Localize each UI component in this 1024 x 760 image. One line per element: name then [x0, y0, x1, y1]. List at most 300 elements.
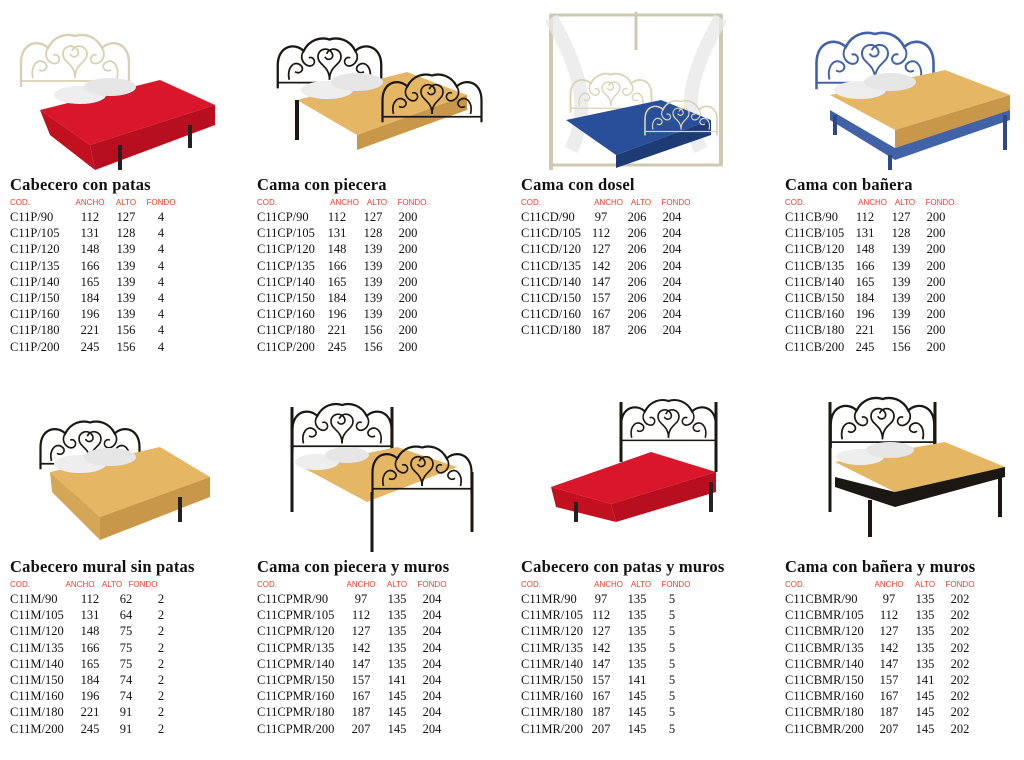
spec-row: [257, 721, 507, 737]
product-cama-con-piecera: [257, 10, 507, 355]
depth-value: 5: [668, 721, 676, 736]
spec-row: [10, 290, 260, 306]
model-code: C11CBMR/200: [785, 721, 864, 736]
model-code: C11CB/140: [785, 274, 845, 289]
width-value: 167: [591, 307, 611, 322]
model-code: C11CP/180: [257, 323, 315, 338]
height-value: 145: [915, 721, 935, 736]
model-code: C11CBMR/150: [785, 673, 864, 688]
spec-row: [10, 225, 260, 241]
depth-value: 2: [157, 656, 165, 671]
depth-value: 200: [398, 323, 418, 338]
spec-row: [10, 258, 260, 274]
depth-value: 204: [422, 656, 442, 671]
spec-row: [257, 306, 507, 322]
model-code: C11CD/160: [521, 307, 581, 322]
spec-row: [521, 721, 771, 737]
depth-value: 200: [398, 339, 418, 354]
model-code: C11M/90: [10, 592, 58, 606]
model-code: C11CBMR/140: [785, 656, 864, 671]
spec-row: [785, 607, 1024, 623]
width-value: 127: [591, 624, 611, 639]
height-value: 91: [119, 705, 133, 720]
width-value: 127: [879, 624, 899, 639]
model-code: C11CP/90: [257, 210, 309, 224]
bed-illustration: [257, 10, 487, 175]
height-value: 206: [627, 307, 647, 322]
spec-row: [257, 591, 507, 607]
spec-row: [257, 656, 507, 672]
spec-row: [521, 623, 771, 639]
model-code: C11P/150: [10, 291, 60, 306]
model-code: C11M/135: [10, 640, 64, 655]
height-value: 206: [627, 274, 647, 289]
spec-row: [10, 607, 260, 623]
model-code: C11CB/180: [785, 323, 845, 338]
width-value: 196: [80, 689, 100, 704]
height-value: 75: [119, 624, 133, 639]
depth-value: 200: [926, 226, 946, 241]
depth-value: 204: [662, 307, 682, 322]
model-code: C11CB/120: [785, 242, 845, 257]
depth-value: 4: [157, 226, 165, 241]
height-value: 139: [116, 307, 136, 322]
bed-illustration: [10, 10, 240, 175]
depth-value: 5: [668, 705, 676, 720]
product-title: Cama con bañera: [785, 175, 913, 194]
depth-value: 4: [157, 242, 165, 257]
width-value: 131: [80, 608, 100, 623]
column-headers: COD. ANCHO ALTO FONDO: [785, 580, 975, 589]
spec-row: [521, 591, 771, 607]
height-value: 74: [119, 689, 133, 704]
spec-row: [521, 209, 771, 225]
depth-value: 202: [950, 592, 970, 606]
depth-value: 4: [157, 291, 165, 306]
depth-value: 5: [668, 608, 676, 623]
depth-value: 200: [926, 242, 946, 257]
product-title: Cabecero mural sin patas: [10, 557, 195, 576]
model-code: C11M/150: [10, 673, 64, 688]
spec-row: [521, 322, 771, 338]
spec-row: [521, 607, 771, 623]
model-code: C11CD/135: [521, 258, 581, 273]
spec-row: [257, 688, 507, 704]
height-value: 135: [915, 656, 935, 671]
model-code: C11CP/150: [257, 291, 315, 306]
width-value: 187: [591, 705, 611, 720]
spec-row: [257, 607, 507, 623]
depth-value: 200: [926, 210, 946, 224]
height-value: 74: [119, 673, 133, 688]
model-code: C11P/135: [10, 258, 60, 273]
column-headers: COD. ANCHO ALTO FONDO: [257, 580, 447, 589]
spec-row: [10, 640, 260, 656]
height-value: 206: [627, 226, 647, 241]
depth-value: 202: [950, 608, 970, 623]
height-value: 128: [891, 226, 911, 241]
spec-table: [785, 591, 1024, 737]
spec-row: [257, 209, 507, 225]
spec-row: [785, 241, 1024, 257]
depth-value: 202: [950, 656, 970, 671]
depth-value: 200: [926, 339, 946, 354]
height-value: 156: [116, 323, 136, 338]
width-value: 245: [80, 339, 100, 354]
height-value: 206: [627, 323, 647, 338]
height-value: 135: [387, 608, 407, 623]
width-value: 127: [591, 242, 611, 257]
width-value: 147: [591, 656, 611, 671]
depth-value: 200: [398, 258, 418, 273]
spec-row: [521, 274, 771, 290]
product-cama-con-piecera-y-muros: [257, 392, 507, 737]
depth-value: 202: [950, 640, 970, 655]
depth-value: 200: [398, 242, 418, 257]
model-code: C11CD/105: [521, 226, 581, 241]
height-value: 135: [387, 624, 407, 639]
height-value: 75: [119, 640, 133, 655]
height-value: 145: [627, 705, 647, 720]
depth-value: 200: [926, 291, 946, 306]
model-code: C11M/105: [10, 608, 64, 623]
spec-row: [785, 274, 1024, 290]
height-value: 135: [387, 592, 407, 606]
width-value: 165: [855, 274, 875, 289]
width-value: 166: [327, 258, 347, 273]
spec-row: [785, 672, 1024, 688]
depth-value: 202: [950, 624, 970, 639]
spec-table: [785, 209, 1024, 355]
depth-value: 204: [422, 592, 442, 606]
spec-row: [257, 640, 507, 656]
spec-row: [257, 339, 507, 355]
width-value: 196: [80, 307, 100, 322]
model-code: C11CB/160: [785, 307, 845, 322]
spec-row: [10, 688, 260, 704]
depth-value: 204: [422, 640, 442, 655]
model-code: C11MR/120: [521, 624, 584, 639]
product-title: Cama con piecera y muros: [257, 557, 450, 576]
height-value: 156: [363, 323, 383, 338]
spec-row: [257, 623, 507, 639]
width-value: 148: [80, 624, 100, 639]
height-value: 206: [627, 291, 647, 306]
height-value: 145: [627, 689, 647, 704]
spec-row: [785, 591, 1024, 607]
depth-value: 2: [157, 705, 165, 720]
height-value: 139: [116, 274, 136, 289]
depth-value: 204: [422, 624, 442, 639]
model-code: C11CB/105: [785, 226, 845, 241]
height-value: 135: [387, 640, 407, 655]
height-value: 135: [915, 640, 935, 655]
model-code: C11P/120: [10, 242, 60, 257]
height-value: 128: [363, 226, 383, 241]
spec-row: [257, 322, 507, 338]
height-value: 206: [627, 242, 647, 257]
spec-row: [785, 688, 1024, 704]
width-value: 112: [80, 592, 100, 606]
width-value: 184: [855, 291, 875, 306]
width-value: 196: [327, 307, 347, 322]
width-value: 97: [594, 210, 608, 224]
height-value: 139: [891, 274, 911, 289]
width-value: 207: [591, 721, 611, 736]
bed-illustration: [521, 392, 751, 557]
depth-value: 204: [422, 705, 442, 720]
height-value: 135: [915, 592, 935, 606]
width-value: 184: [80, 291, 100, 306]
model-code: C11CPMR/105: [257, 608, 335, 623]
width-value: 245: [80, 721, 100, 736]
height-value: 156: [363, 339, 383, 354]
width-value: 245: [855, 339, 875, 354]
depth-value: 2: [157, 673, 165, 688]
model-code: C11CP/200: [257, 339, 315, 354]
spec-row: [785, 623, 1024, 639]
spec-row: [10, 721, 260, 737]
model-code: C11MR/200: [521, 721, 584, 736]
height-value: 91: [119, 721, 133, 736]
spec-table: [10, 591, 260, 737]
height-value: 206: [627, 258, 647, 273]
height-value: 139: [891, 242, 911, 257]
width-value: 131: [855, 226, 875, 241]
height-value: 139: [363, 291, 383, 306]
height-value: 64: [119, 608, 133, 623]
width-value: 157: [591, 673, 611, 688]
width-value: 147: [879, 656, 899, 671]
product-cabecero-mural-sin-patas: [10, 392, 260, 737]
product-title: Cama con dosel: [521, 175, 635, 194]
depth-value: 200: [926, 274, 946, 289]
spec-row: [257, 274, 507, 290]
model-code: C11CBMR/180: [785, 705, 864, 720]
model-code: C11M/160: [10, 689, 64, 704]
model-code: C11CD/90: [521, 210, 575, 224]
spec-row: [521, 290, 771, 306]
spec-row: [785, 656, 1024, 672]
height-value: 135: [627, 592, 647, 606]
spec-row: [785, 258, 1024, 274]
spec-row: [521, 258, 771, 274]
model-code: C11P/180: [10, 323, 60, 338]
depth-value: 200: [926, 323, 946, 338]
spec-row: [10, 306, 260, 322]
height-value: 145: [915, 705, 935, 720]
depth-value: 204: [662, 210, 682, 224]
depth-value: 204: [422, 721, 442, 736]
depth-value: 204: [662, 291, 682, 306]
width-value: 167: [879, 689, 899, 704]
spec-row: [521, 306, 771, 322]
height-value: 145: [627, 721, 647, 736]
model-code: C11MR/150: [521, 673, 584, 688]
width-value: 142: [351, 640, 371, 655]
height-value: 145: [387, 721, 407, 736]
depth-value: 200: [926, 307, 946, 322]
height-value: 135: [627, 624, 647, 639]
product-cabecero-con-patas-y-muros: [521, 392, 771, 737]
model-code: C11CB/90: [785, 210, 839, 224]
height-value: 141: [627, 673, 647, 688]
height-value: 135: [387, 656, 407, 671]
spec-row: [785, 339, 1024, 355]
spec-row: [10, 274, 260, 290]
width-value: 148: [855, 242, 875, 257]
spec-row: [521, 656, 771, 672]
model-code: C11CP/140: [257, 274, 315, 289]
height-value: 127: [891, 210, 911, 224]
width-value: 184: [80, 673, 100, 688]
depth-value: 2: [157, 689, 165, 704]
height-value: 139: [116, 242, 136, 257]
height-value: 135: [915, 608, 935, 623]
depth-value: 4: [157, 323, 165, 338]
spec-row: [521, 688, 771, 704]
height-value: 156: [891, 323, 911, 338]
width-value: 148: [80, 242, 100, 257]
spec-row: [785, 322, 1024, 338]
spec-row: [521, 225, 771, 241]
product-cama-con-dosel: [521, 10, 771, 339]
depth-value: 204: [422, 673, 442, 688]
depth-value: 200: [926, 258, 946, 273]
model-code: C11MR/180: [521, 705, 584, 720]
width-value: 221: [327, 323, 347, 338]
width-value: 207: [879, 721, 899, 736]
width-value: 187: [351, 705, 371, 720]
spec-row: [10, 623, 260, 639]
height-value: 145: [915, 689, 935, 704]
model-code: C11CPMR/90: [257, 592, 329, 606]
model-code: C11P/90: [10, 210, 54, 224]
depth-value: 202: [950, 689, 970, 704]
spec-table: [257, 209, 507, 355]
width-value: 131: [327, 226, 347, 241]
spec-row: [785, 290, 1024, 306]
width-value: 167: [591, 689, 611, 704]
model-code: C11MR/140: [521, 656, 584, 671]
spec-row: [521, 704, 771, 720]
depth-value: 5: [668, 624, 676, 639]
column-headers: COD. ANCHO ALTO FONDO: [257, 198, 427, 207]
depth-value: 204: [662, 258, 682, 273]
model-code: C11CBMR/90: [785, 592, 858, 606]
spec-row: [257, 672, 507, 688]
model-code: C11CPMR/120: [257, 624, 335, 639]
height-value: 139: [116, 291, 136, 306]
column-headers: COD. ANCHO ALTO FONDO: [521, 198, 691, 207]
width-value: 165: [80, 656, 100, 671]
depth-value: 2: [157, 640, 165, 655]
depth-value: 4: [157, 307, 165, 322]
height-value: 127: [363, 210, 383, 224]
product-title: Cabecero con patas y muros: [521, 557, 725, 576]
height-value: 141: [387, 673, 407, 688]
depth-value: 200: [398, 226, 418, 241]
height-value: 145: [387, 705, 407, 720]
width-value: 112: [879, 608, 899, 623]
model-code: C11CB/150: [785, 291, 845, 306]
width-value: 112: [80, 210, 100, 224]
spec-row: [10, 209, 260, 225]
model-code: C11CPMR/150: [257, 673, 335, 688]
depth-value: 4: [157, 258, 165, 273]
spec-row: [785, 225, 1024, 241]
width-value: 184: [327, 291, 347, 306]
spec-row: [257, 290, 507, 306]
width-value: 148: [327, 242, 347, 257]
depth-value: 202: [950, 705, 970, 720]
width-value: 147: [591, 274, 611, 289]
spec-row: [785, 640, 1024, 656]
height-value: 156: [116, 339, 136, 354]
width-value: 157: [879, 673, 899, 688]
depth-value: 204: [422, 689, 442, 704]
height-value: 145: [387, 689, 407, 704]
depth-value: 204: [422, 608, 442, 623]
model-code: C11CP/120: [257, 242, 315, 257]
product-cama-con-banera-y-muros: [785, 392, 1024, 737]
product-title: Cama con piecera: [257, 175, 387, 194]
depth-value: 2: [157, 721, 165, 736]
height-value: 128: [116, 226, 136, 241]
spec-row: [785, 721, 1024, 737]
spec-row: [10, 672, 260, 688]
depth-value: 5: [668, 673, 676, 688]
product-title: Cabecero con patas: [10, 175, 151, 194]
model-code: C11P/140: [10, 274, 60, 289]
height-value: 206: [627, 210, 647, 224]
column-headers: COD. ANCHO ALTO FONDO: [785, 198, 955, 207]
depth-value: 200: [398, 210, 418, 224]
height-value: 135: [915, 624, 935, 639]
model-code: C11P/160: [10, 307, 60, 322]
model-code: C11CPMR/140: [257, 656, 335, 671]
width-value: 157: [591, 291, 611, 306]
model-code: C11CP/135: [257, 258, 315, 273]
height-value: 141: [915, 673, 935, 688]
product-cama-con-banera: [785, 10, 1024, 355]
column-headers: COD. ANCHO ALTO FONDO: [521, 580, 691, 589]
depth-value: 5: [668, 656, 676, 671]
depth-value: 2: [157, 608, 165, 623]
spec-table: [521, 209, 771, 339]
model-code: C11CBMR/120: [785, 624, 864, 639]
width-value: 131: [80, 226, 100, 241]
model-code: C11CB/135: [785, 258, 845, 273]
width-value: 97: [882, 592, 896, 606]
width-value: 166: [855, 258, 875, 273]
width-value: 167: [351, 689, 371, 704]
height-value: 139: [363, 242, 383, 257]
width-value: 165: [80, 274, 100, 289]
column-headers: COD. ANCHO ALTO FONDO: [10, 198, 176, 207]
height-value: 139: [891, 291, 911, 306]
bed-illustration: [10, 392, 240, 557]
depth-value: 204: [662, 242, 682, 257]
width-value: 221: [80, 323, 100, 338]
width-value: 112: [591, 226, 611, 241]
model-code: C11M/120: [10, 624, 64, 639]
height-value: 139: [363, 258, 383, 273]
width-value: 221: [80, 705, 100, 720]
spec-row: [10, 339, 260, 355]
product-title: Cama con bañera y muros: [785, 557, 976, 576]
width-value: 187: [879, 705, 899, 720]
